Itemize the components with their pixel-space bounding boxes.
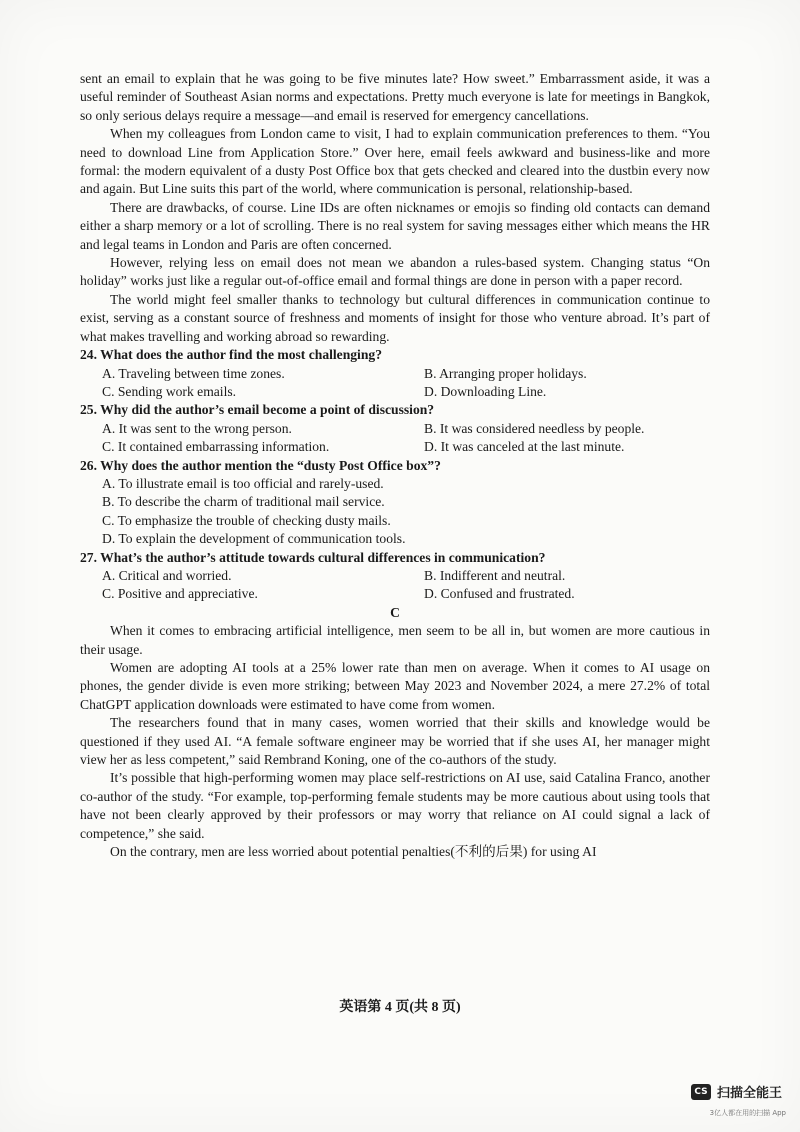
paragraph: The researchers found that in many cases, women worried that their skills and knowledge would be questioned if they used AI. “A female software engineer may be worried that if she uses AI, her manager might view her as less competent,” said Rembrand Koning, one of the co-authors of the study. bbox=[80, 715, 710, 768]
section-c-heading: C bbox=[390, 604, 400, 620]
paragraph: When my colleagues from London came to visit, I had to explain communication preferences to them. “You need to download Line from Application Store.” Over here, email feels awkward and business-like and more formal: the modern equivalent of a dusty Post Office box that gets checked and cleared into the dustbin every now and again. But Line suits this part of the world, where communication is personal, relationship-based. bbox=[80, 126, 710, 197]
option-c: C. It contained embarrassing information. bbox=[102, 439, 330, 455]
option-c: C. To emphasize the trouble of checking dusty mails. bbox=[102, 512, 391, 528]
option-b: B. It was considered needless by people. bbox=[424, 420, 645, 436]
option-c: C. Positive and appreciative. bbox=[102, 586, 258, 602]
paragraph: The world might feel smaller thanks to technology but cultural differences in communication continue to exist, serving as a constant source of freshness and moments of insight for those who venture abroad. It’s part of what makes travelling and working abroad so rewarding. bbox=[80, 291, 710, 344]
options bbox=[80, 420, 710, 457]
option-d: D. It was canceled at the last minute. bbox=[424, 439, 625, 455]
question-24 bbox=[80, 346, 710, 401]
option-d: D. Confused and frustrated. bbox=[424, 586, 575, 602]
exam-page bbox=[80, 70, 710, 861]
question-27 bbox=[80, 549, 710, 604]
options bbox=[80, 365, 710, 402]
paragraph: When it comes to embracing artificial intelligence, men seem to be all in, but women are more cautious in their usage. bbox=[80, 623, 710, 657]
option-a: A. To illustrate email is too official and rarely-used. bbox=[102, 475, 384, 491]
option-b: B. Indifferent and neutral. bbox=[424, 567, 566, 583]
option-c: C. Sending work emails. bbox=[102, 383, 237, 399]
options bbox=[80, 567, 710, 604]
paragraph: It’s possible that high-performing women may place self-restrictions on AI use, said Catalina Franco, another co-author of the study. “For example, top-performing female students may be more cautious about using tools that have not been clearly approved by their professors or may worry that reliance on AI could signal a lack of competence,” she said. bbox=[80, 770, 710, 841]
question-stem: 26. Why does the author mention the “dusty Post Office box”? bbox=[80, 457, 441, 473]
option-a: A. Critical and worried. bbox=[102, 567, 232, 583]
camscanner-logo-icon: CS bbox=[691, 1084, 711, 1100]
question-stem: 27. What’s the author’s attitude towards cultural differences in communication? bbox=[80, 549, 546, 565]
paragraph: There are drawbacks, of course. Line IDs are often nicknames or emojis so finding old contacts can demand either a sharp memory or a lot of scrolling. There is no real system for saving messages either which means the HR and legal teams in London and Paris are often concerned. bbox=[80, 199, 710, 252]
paragraph: However, relying less on email does not mean we abandon a rules-based system. Changing status “On holiday” works just like a regular out-of-office email and formal things are done in person with a paper record. bbox=[80, 255, 710, 289]
page-footer: 英语第 4 页(共 8 页) bbox=[339, 1000, 461, 1015]
question-stem: 25. Why did the author’s email become a point of discussion? bbox=[80, 402, 435, 418]
option-d: D. Downloading Line. bbox=[424, 383, 547, 399]
option-a: A. Traveling between time zones. bbox=[102, 365, 285, 381]
paragraph: On the contrary, men are less worried about potential penalties(不利的后果) for using AI bbox=[110, 844, 597, 860]
passage-b bbox=[80, 70, 710, 346]
watermark-subtitle: 3亿人都在用的扫描 App bbox=[709, 1109, 786, 1117]
paragraph: Women are adopting AI tools at a 25% lower rate than men on average. When it comes to AI usage on phones, the gender divide is even more striking; between May 2023 and November 2024, a mere 27.2% of total ChatGPT application downloads were estimated to have come from women. bbox=[80, 660, 710, 712]
question-26 bbox=[80, 457, 710, 549]
option-b: B. To describe the charm of traditional mail service. bbox=[102, 494, 385, 510]
question-stem: 24. What does the author find the most challenging? bbox=[80, 347, 382, 363]
options bbox=[80, 475, 710, 549]
paragraph: sent an email to explain that he was going to be five minutes late? How sweet.” Embarrassment aside, it was a useful reminder of Southeast Asian norms and expectations. Pretty much everyone is late for meetings in Bangkok, so only serious delays require a message—and email is reserved for emergency cancellations. bbox=[80, 71, 710, 123]
passage-c bbox=[80, 622, 710, 861]
option-a: A. It was sent to the wrong person. bbox=[102, 420, 292, 436]
watermark-name: 扫描全能王 bbox=[716, 1086, 782, 1101]
option-d: D. To explain the development of communication tools. bbox=[102, 531, 406, 547]
question-25 bbox=[80, 401, 710, 456]
option-b: B. Arranging proper holidays. bbox=[424, 365, 587, 381]
scanner-watermark bbox=[691, 1082, 782, 1101]
